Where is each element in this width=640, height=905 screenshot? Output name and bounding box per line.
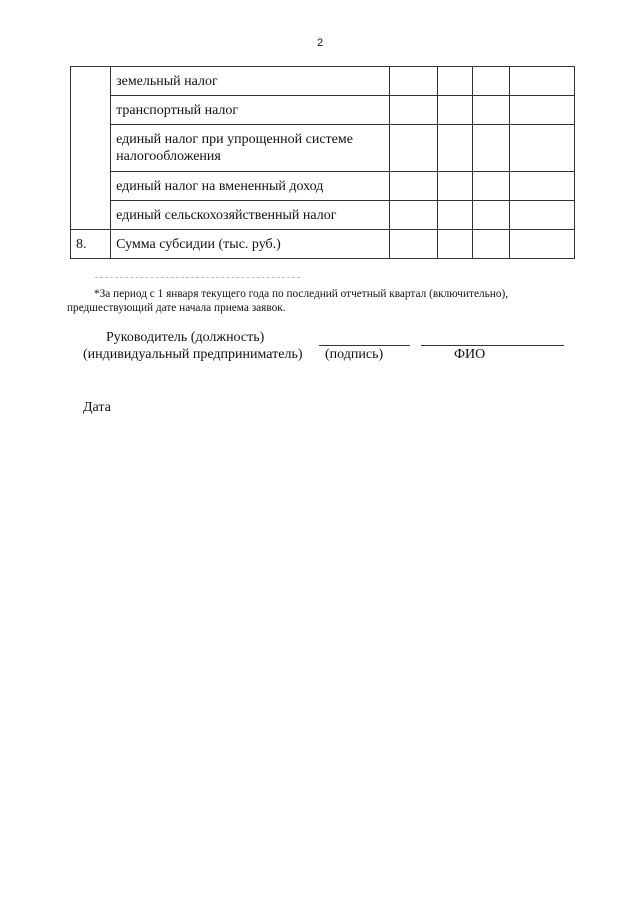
value-cell bbox=[437, 96, 472, 125]
value-cell bbox=[472, 125, 509, 172]
page-number: 2 bbox=[316, 37, 324, 49]
row-label: земельный налог bbox=[111, 67, 390, 96]
value-cell bbox=[509, 96, 574, 125]
signatory-role-line1: Руководитель (должность) bbox=[106, 330, 265, 345]
row-number: 8. bbox=[71, 230, 111, 259]
value-cell bbox=[389, 201, 437, 230]
row-number-cell bbox=[71, 67, 111, 230]
table-row bbox=[71, 172, 575, 201]
value-cell bbox=[389, 230, 437, 259]
signature-line bbox=[319, 345, 410, 346]
value-cell bbox=[437, 172, 472, 201]
value-cell bbox=[472, 96, 509, 125]
table-row bbox=[71, 125, 575, 172]
value-cell bbox=[472, 201, 509, 230]
value-cell bbox=[437, 125, 472, 172]
row-label: единый сельскохозяйственный налог bbox=[111, 201, 390, 230]
table-row bbox=[71, 230, 575, 259]
date-label: Дата bbox=[83, 400, 111, 415]
value-cell bbox=[437, 230, 472, 259]
subsidy-form-table bbox=[70, 66, 575, 259]
signature-label: (подпись) bbox=[325, 347, 384, 362]
value-cell bbox=[509, 125, 574, 172]
value-cell bbox=[389, 96, 437, 125]
row-label: транспортный налог bbox=[111, 96, 390, 125]
value-cell bbox=[472, 172, 509, 201]
value-cell bbox=[472, 67, 509, 96]
value-cell bbox=[472, 230, 509, 259]
row-label: единый налог при упрощенной системе налогообложения bbox=[111, 125, 390, 172]
value-cell bbox=[389, 67, 437, 96]
value-cell bbox=[509, 67, 574, 96]
value-cell bbox=[437, 201, 472, 230]
footnote: *За период с 1 января текущего года по последний отчетный квартал (включительно), предшествующий дате начала приема заявок. bbox=[67, 288, 509, 314]
footnote-separator bbox=[95, 277, 300, 278]
table-row bbox=[71, 67, 575, 96]
row-label: единый налог на вмененный доход bbox=[111, 172, 390, 201]
value-cell bbox=[509, 172, 574, 201]
name-label: ФИО bbox=[454, 347, 486, 362]
name-line bbox=[421, 345, 564, 346]
value-cell bbox=[437, 67, 472, 96]
signatory-role-line2: (индивидуальный предприниматель) bbox=[83, 347, 303, 362]
value-cell bbox=[389, 172, 437, 201]
value-cell bbox=[509, 230, 574, 259]
value-cell bbox=[509, 201, 574, 230]
table-row bbox=[71, 96, 575, 125]
row-label: Сумма субсидии (тыс. руб.) bbox=[111, 230, 390, 259]
table-row bbox=[71, 201, 575, 230]
value-cell bbox=[389, 125, 437, 172]
